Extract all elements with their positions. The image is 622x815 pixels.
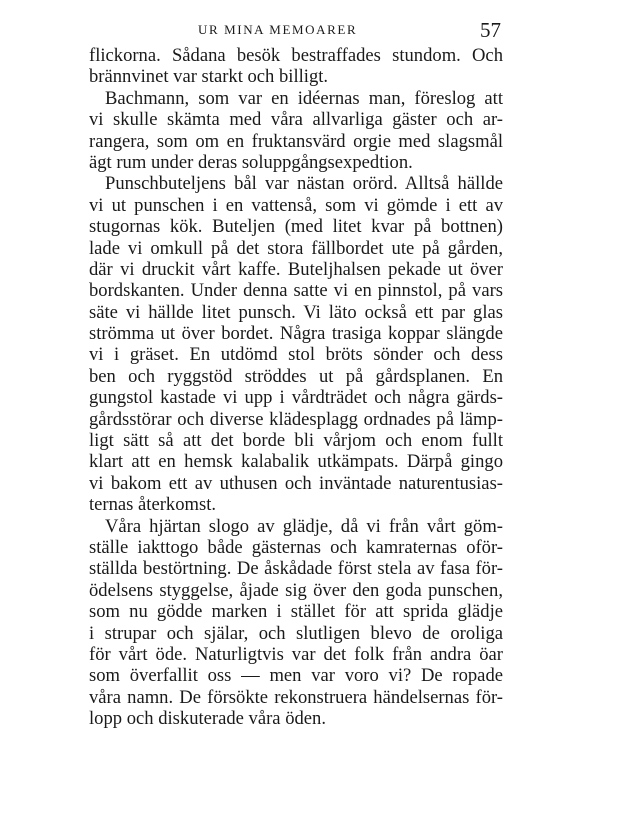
text-line: klart att en hemsk kalabalik utkämpats. Därpå gingo xyxy=(89,451,503,473)
text-line: bordskanten. Under denna satte vi en pinnstol, på vars xyxy=(89,280,503,302)
text-line: där vi druckit vårt kaffe. Buteljhalsen pekade ut över xyxy=(89,258,503,280)
text-line: lopp och diskuterade våra öden. xyxy=(89,708,326,730)
paragraph xyxy=(89,173,503,515)
text-line: säte vi hällde litet punsch. Vi läto också ett par glas xyxy=(89,301,503,323)
text-line: för vårt öde. Naturligtvis var det folk från andra öar xyxy=(89,643,503,665)
running-header xyxy=(0,20,622,42)
text-line: strömma ut över bordet. Några trasiga koppar slängde xyxy=(89,323,503,345)
text-line: våra namn. De försökte rekonstruera händelsernas för- xyxy=(89,686,503,708)
text-line: vi i gräset. En utdömd stol bröts sönder och dess xyxy=(89,344,503,366)
text-line: flickorna. Sådana besök bestraffades stundom. Och xyxy=(89,45,503,66)
text-line: stugornas kök. Buteljen (med litet kvar på bottnen) xyxy=(89,216,503,238)
text-line: Bachmann, som var en idéernas man, föreslog att xyxy=(105,87,503,109)
text-line: vi skulle skämta med våra allvarliga gäster och ar- xyxy=(89,109,503,131)
text-line: vi ut punschen i en vattenså, som vi gömde i ett av xyxy=(89,194,503,216)
text-line: som överfallit oss — men var voro vi? De ropade xyxy=(89,665,503,687)
text-line: ställe iakttogo både gästernas och kamraternas oför- xyxy=(89,536,503,558)
text-line: gårdsstörar och diverse klädesplagg ordnades på lämp- xyxy=(89,408,503,430)
paragraph xyxy=(89,88,503,174)
text-line: ödelsens styggelse, åjade sig över den goda punschen, xyxy=(89,579,503,601)
text-line: Våra hjärtan slogo av glädje, då vi från vårt göm- xyxy=(105,515,503,537)
text-line: lade vi omkull på det stora fällbordet ute på gården, xyxy=(89,237,503,259)
text-line: ställda bestörtning. De åskådade först stela av fasa för- xyxy=(89,558,503,580)
text-line: gungstol kastade vi upp i vårdträdet och några gärds- xyxy=(89,387,503,409)
text-line: som nu gödde marken i stället för att sprida glädje xyxy=(89,601,503,623)
paragraph xyxy=(89,516,503,730)
running-title: UR MINA MEMOARER xyxy=(198,22,358,37)
body-text xyxy=(89,45,503,730)
text-line: ben och ryggstöd ströddes ut på gårdsplanen. En xyxy=(89,365,503,387)
text-line: rangera, som om en fruktansvärd orgie med slagsmål xyxy=(89,130,503,152)
text-line: vi bakom ett av uthusen och inväntade naturentusias- xyxy=(89,472,503,494)
paragraph xyxy=(89,45,503,88)
text-line: ternas återkomst. xyxy=(89,494,217,516)
text-line: ägt rum under deras soluppgångsexpedtion. xyxy=(89,151,413,173)
text-line: Punschbuteljens bål var nästan orörd. Alltså hällde xyxy=(105,173,503,195)
text-line: brännvinet var starkt och billigt. xyxy=(89,66,329,88)
text-line: i strupar och själar, och slutligen blevo de oroliga xyxy=(89,622,503,644)
text-line: ligt sätt så att det borde bli vårjom och enom fullt xyxy=(89,430,503,452)
page-number: 57 xyxy=(480,18,501,42)
